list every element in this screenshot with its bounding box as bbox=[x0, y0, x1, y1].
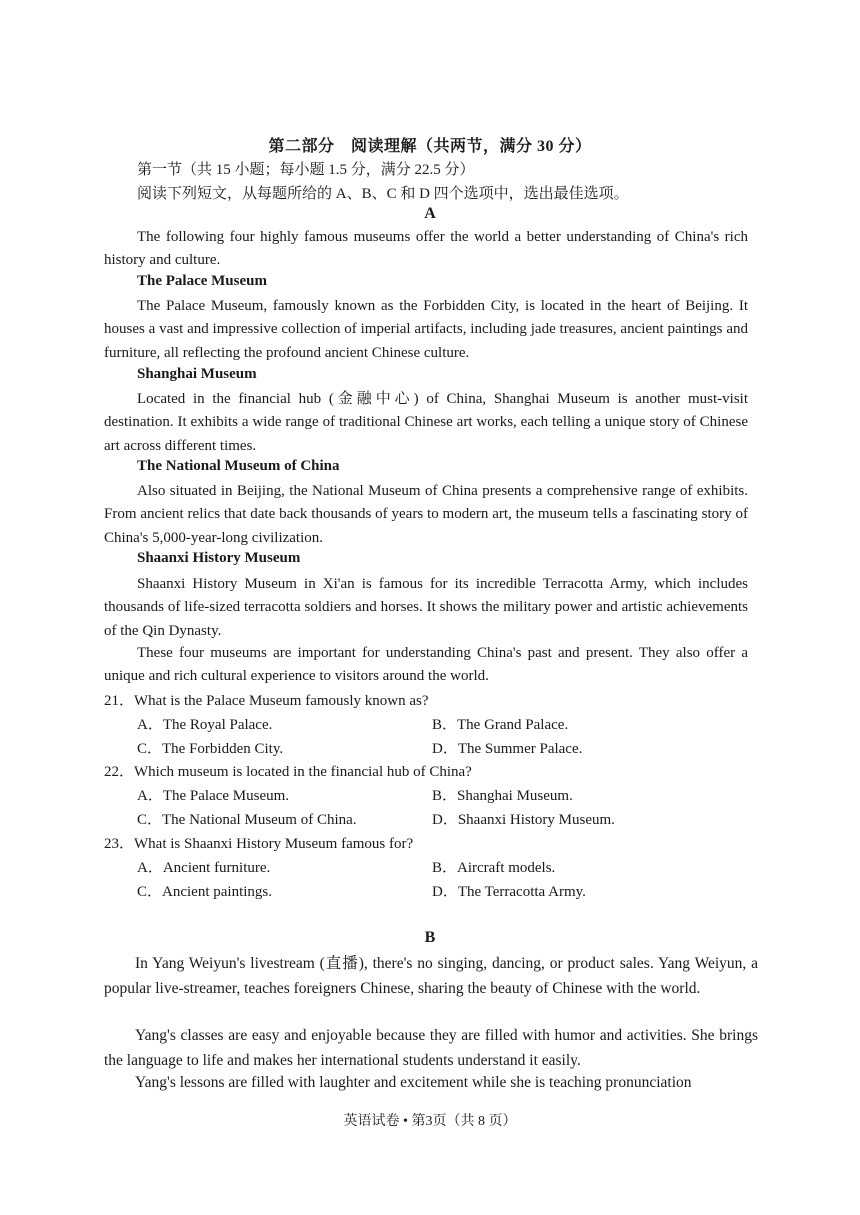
q21-option-d: D．The Summer Palace. bbox=[432, 741, 583, 757]
question-text: What is Shaanxi History Museum famous for? bbox=[134, 836, 414, 852]
passage-b-para-1: In Yang Weiyun's livestream (直播), there's no singing, dancing, or product sales. Yang Weiyun, a popular live-streamer, teaches foreigners Chinese, sharing the beauty of Chinese with the world. bbox=[104, 955, 758, 997]
instruction: 阅读下列短文，从每题所给的 A、B、C 和 D 四个选项中，选出最佳选项。 bbox=[137, 186, 629, 202]
q23-option-c: C．Ancient paintings. bbox=[137, 884, 272, 900]
question-22 bbox=[104, 760, 472, 781]
museum-heading-national: The National Museum of China bbox=[137, 458, 340, 474]
museum-text-shanghai: Located in the financial hub (金融中心) of China, Shanghai Museum is another must-visit destination. It exhibits a wide range of traditional Chinese art works, each telling a unique story of Chinese art across different times. bbox=[104, 391, 748, 454]
q23-option-d: D．The Terracotta Army. bbox=[432, 884, 586, 900]
question-text: Which museum is located in the financial hub of China? bbox=[134, 764, 472, 780]
q22-option-d: D．Shaanxi History Museum. bbox=[432, 812, 615, 828]
question-23 bbox=[104, 832, 413, 853]
q23-option-a: A．Ancient furniture. bbox=[137, 860, 271, 876]
museum-text-national: Also situated in Beijing, the National Museum of China presents a comprehensive range of exhibits. From ancient relics that date back thousands of years to modern art, the museum tells a fascinating story of China's 5,000-year-long civilization. bbox=[104, 483, 748, 546]
museum-heading-shaanxi: Shaanxi History Museum bbox=[137, 550, 301, 566]
q21-option-c: C．The Forbidden City. bbox=[137, 741, 284, 757]
q22-option-c: C．The National Museum of China. bbox=[137, 812, 357, 828]
museum-text-palace: The Palace Museum, famously known as the Forbidden City, is located in the heart of Beijing. It houses a vast and impressive collection of imperial artifacts, including jade treasures, ancient paintings and furniture, all reflecting the profound ancient Chinese culture. bbox=[104, 298, 748, 361]
q22-option-b: B．Shanghai Museum. bbox=[432, 788, 573, 804]
question-number: 21． bbox=[104, 693, 135, 709]
question-number: 22． bbox=[104, 764, 135, 780]
passage-b-para-3: Yang's lessons are filled with laughter and excitement while she is teaching pronunciation bbox=[135, 1074, 692, 1091]
passage-a-intro: The following four highly famous museums offer the world a better understanding of China's rich history and culture. bbox=[104, 229, 748, 269]
question-text: What is the Palace Museum famously known as? bbox=[134, 693, 429, 709]
q21-option-a: A．The Royal Palace. bbox=[137, 717, 273, 733]
question-21 bbox=[104, 689, 429, 710]
question-number: 23． bbox=[104, 836, 135, 852]
museum-text-shaanxi: Shaanxi History Museum in Xi'an is famous for its incredible Terracotta Army, which includes thousands of life-sized terracotta soldiers and horses. It shows the military power and artistic achievements of the Qin Dynasty. bbox=[104, 576, 748, 639]
museum-heading-palace: The Palace Museum bbox=[137, 273, 267, 289]
passage-b-letter: B bbox=[424, 929, 436, 946]
q21-option-b: B．The Grand Palace. bbox=[432, 717, 569, 733]
q22-option-a: A．The Palace Museum. bbox=[137, 788, 290, 804]
q23-option-b: B．Aircraft models. bbox=[432, 860, 556, 876]
museum-heading-shanghai: Shanghai Museum bbox=[137, 366, 257, 382]
passage-a-letter: A bbox=[424, 205, 436, 222]
passage-a-conclusion: These four museums are important for understanding China's past and present. They also offer a unique and rich cultural experience to visitors around the world. bbox=[104, 645, 748, 685]
part-title: 第二部分 阅读理解（共两节，满分 30 分） bbox=[268, 138, 592, 155]
page-footer: 英语试卷 • 第3页（共 8 页） bbox=[343, 1114, 517, 1129]
section-note: 第一节（共 15 小题；每小题 1.5 分，满分 22.5 分） bbox=[137, 162, 475, 178]
passage-b-para-2: Yang's classes are easy and enjoyable because they are filled with humor and activities. She brings the language to life and makes her international students understand it easily. bbox=[104, 1027, 758, 1069]
